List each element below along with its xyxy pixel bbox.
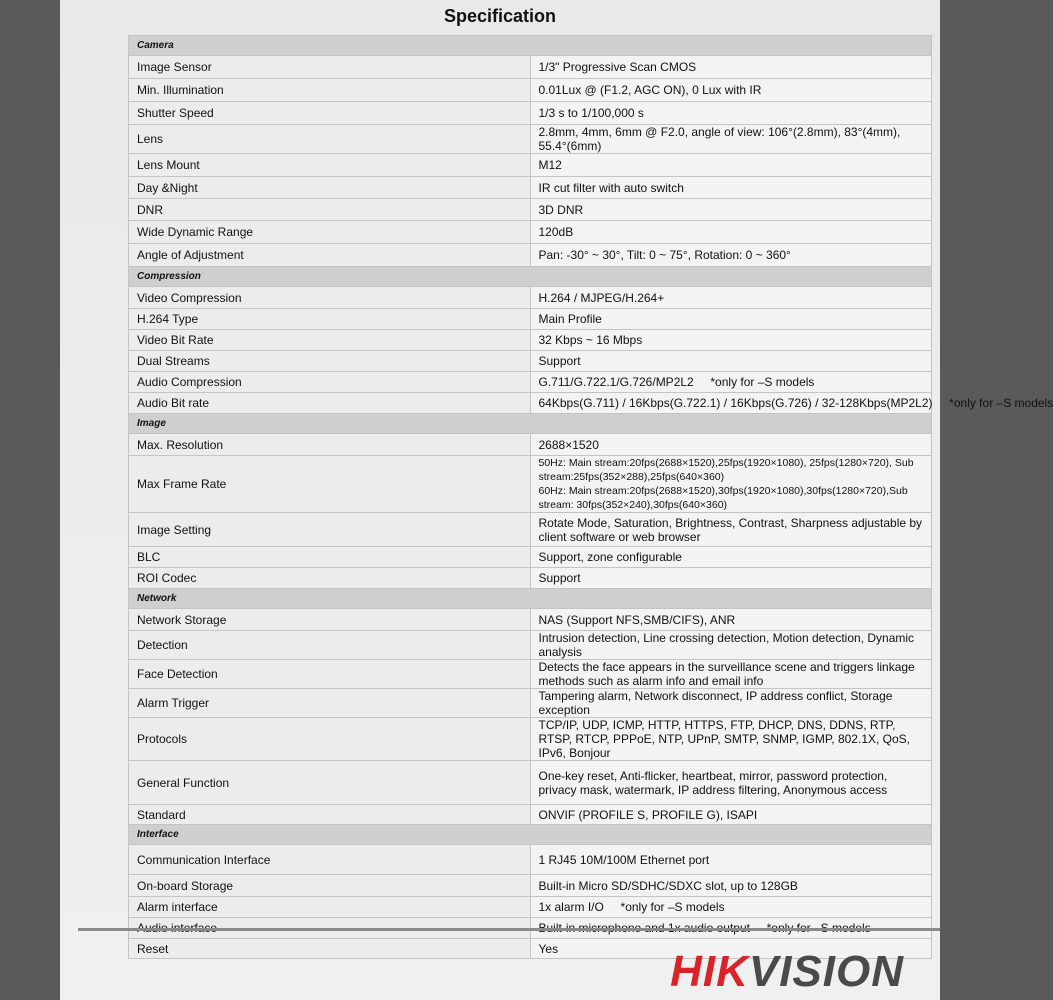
spec-value: Rotate Mode, Saturation, Brightness, Contrast, Sharpness adjustable by client software or web browser — [530, 513, 932, 547]
spec-value: 2688×1520 — [530, 434, 932, 456]
table-row — [129, 845, 932, 875]
table-row — [129, 689, 932, 718]
spec-value: IR cut filter with auto switch — [530, 177, 932, 199]
section-label: Compression — [129, 267, 932, 287]
spec-key: Lens — [129, 125, 531, 154]
spec-key: Detection — [129, 631, 531, 660]
spec-value: 1 RJ45 10M/100M Ethernet port — [530, 845, 932, 875]
spec-key: Protocols — [129, 718, 531, 761]
logo-part-red: HIK — [670, 947, 749, 996]
spec-key: Image Sensor — [129, 56, 531, 79]
table-row — [129, 351, 932, 372]
spec-value: Support — [530, 351, 932, 372]
table-row — [129, 631, 932, 660]
spec-key: Communication Interface — [129, 845, 531, 875]
spec-value: One-key reset, Anti-flicker, heartbeat, mirror, password protection, privacy mask, watermark, IP address filtering, Anonymous access — [530, 761, 932, 805]
spec-key: Angle of Adjustment — [129, 244, 531, 267]
spec-key: Video Compression — [129, 287, 531, 309]
spec-key: Day &Night — [129, 177, 531, 199]
table-row — [129, 456, 932, 513]
table-row — [129, 244, 932, 267]
spec-key: H.264 Type — [129, 309, 531, 330]
hikvision-logo — [670, 948, 904, 996]
spec-value: 64Kbps(G.711) / 16Kbps(G.722.1) / 16Kbps(G.726) / 32-128Kbps(MP2L2) *only for –S models — [530, 393, 932, 414]
spec-key: BLC — [129, 547, 531, 568]
table-row — [129, 287, 932, 309]
spec-value: 1/3 s to 1/100,000 s — [530, 102, 932, 125]
table-row — [129, 125, 932, 154]
table-row — [129, 221, 932, 244]
table-row — [129, 154, 932, 177]
spec-table — [128, 35, 1053, 959]
spec-value: Built-in Micro SD/SDHC/SDXC slot, up to 128GB — [530, 875, 932, 897]
spec-value-multiline — [530, 456, 932, 513]
section-image — [129, 414, 932, 434]
spec-key: Network Storage — [129, 609, 531, 631]
spec-key: Max Frame Rate — [129, 456, 531, 513]
spec-value: G.711/G.722.1/G.726/MP2L2 *only for –S models — [530, 372, 932, 393]
spec-key: Dual Streams — [129, 351, 531, 372]
spec-value: 1x alarm I/O *only for –S models — [530, 897, 932, 918]
spec-key: Wide Dynamic Range — [129, 221, 531, 244]
spec-key: Max. Resolution — [129, 434, 531, 456]
spec-key: Reset — [129, 939, 531, 959]
table-row — [129, 434, 932, 456]
spec-value: H.264 / MJPEG/H.264+ — [530, 287, 932, 309]
table-row — [129, 568, 932, 589]
section-interface — [129, 825, 932, 845]
table-row — [129, 102, 932, 125]
spec-key: DNR — [129, 199, 531, 221]
spec-value: Support — [530, 568, 932, 589]
section-label: Interface — [129, 825, 932, 845]
spec-key: Image Setting — [129, 513, 531, 547]
spec-value: 1/3" Progressive Scan CMOS — [530, 56, 932, 79]
spec-value: Support, zone configurable — [530, 547, 932, 568]
spec-key: Face Detection — [129, 660, 531, 689]
spec-value: Yes — [530, 939, 932, 959]
table-row — [129, 660, 932, 689]
table-row — [129, 177, 932, 199]
spec-value: Pan: -30° ~ 30°, Tilt: 0 ~ 75°, Rotation: 0 ~ 360° — [530, 244, 932, 267]
spec-key: Lens Mount — [129, 154, 531, 177]
page-title: Specification — [443, 6, 557, 26]
spec-key: Shutter Speed — [129, 102, 531, 125]
table-row — [129, 393, 932, 414]
table-row — [129, 56, 932, 79]
table-row — [129, 547, 932, 568]
spec-value: Main Profile — [530, 309, 932, 330]
table-row — [129, 309, 932, 330]
spec-key: ROI Codec — [129, 568, 531, 589]
spec-key: Audio Compression — [129, 372, 531, 393]
logo-part-gray: VISION — [748, 947, 904, 996]
table-row — [129, 805, 932, 825]
spec-key: General Function — [129, 761, 531, 805]
table-row — [129, 897, 932, 918]
section-label: Image — [129, 414, 932, 434]
section-camera — [129, 36, 932, 56]
spec-value: 3D DNR — [530, 199, 932, 221]
spec-key: Standard — [129, 805, 531, 825]
spec-key: Video Bit Rate — [129, 330, 531, 351]
spec-value: NAS (Support NFS,SMB/CIFS), ANR — [530, 609, 932, 631]
section-label: Network — [129, 589, 932, 609]
frame-rate-60hz: 60Hz: Main stream:20fps(2688×1520),30fps(1920×1080),30fps(1280×720),Sub stream: 30fps(352×240),30fps(640×360) — [538, 485, 908, 511]
table-row — [129, 718, 932, 761]
table-row — [129, 609, 932, 631]
table-row — [129, 513, 932, 547]
table-row — [129, 761, 932, 805]
spec-value: Intrusion detection, Line crossing detection, Motion detection, Dynamic analysis — [530, 631, 932, 660]
spec-value: 120dB — [530, 221, 932, 244]
section-compression — [129, 267, 932, 287]
spec-value: Tampering alarm, Network disconnect, IP address conflict, Storage exception — [530, 689, 932, 718]
spec-page — [60, 0, 1053, 1000]
table-row — [129, 372, 932, 393]
section-label: Camera — [129, 36, 932, 56]
section-network — [129, 589, 932, 609]
frame-rate-50hz: 50Hz: Main stream:20fps(2688×1520),25fps(1920×1080), 25fps(1280×720), Sub stream:25fps(352×288),25fps(640×360) — [538, 457, 914, 483]
spec-value: TCP/IP, UDP, ICMP, HTTP, HTTPS, FTP, DHCP, DNS, DDNS, RTP, RTSP, RTCP, PPPoE, NTP, UPnP, SMTP, SNMP, IGMP, 802.1X, QoS, IPv6, Bonjour — [530, 718, 932, 761]
table-row — [129, 79, 932, 102]
spec-key: On-board Storage — [129, 875, 531, 897]
spec-value: 2.8mm, 4mm, 6mm @ F2.0, angle of view: 106°(2.8mm), 83°(4mm), 55.4°(6mm) — [530, 125, 932, 154]
table-row — [129, 875, 932, 897]
spec-key: Alarm Trigger — [129, 689, 531, 718]
spec-key: Audio Bit rate — [129, 393, 531, 414]
spec-key: Alarm interface — [129, 897, 531, 918]
spec-value: Detects the face appears in the surveillance scene and triggers linkage methods such as alarm info and email info — [530, 660, 932, 689]
spec-value: 32 Kbps ~ 16 Mbps — [530, 330, 932, 351]
spec-value: M12 — [530, 154, 932, 177]
spec-value: ONVIF (PROFILE S, PROFILE G), ISAPI — [530, 805, 932, 825]
table-row — [129, 330, 932, 351]
footer-divider — [78, 928, 940, 931]
table-row — [129, 199, 932, 221]
spec-value: 0.01Lux @ (F1.2, AGC ON), 0 Lux with IR — [530, 79, 932, 102]
spec-key: Min. Illumination — [129, 79, 531, 102]
